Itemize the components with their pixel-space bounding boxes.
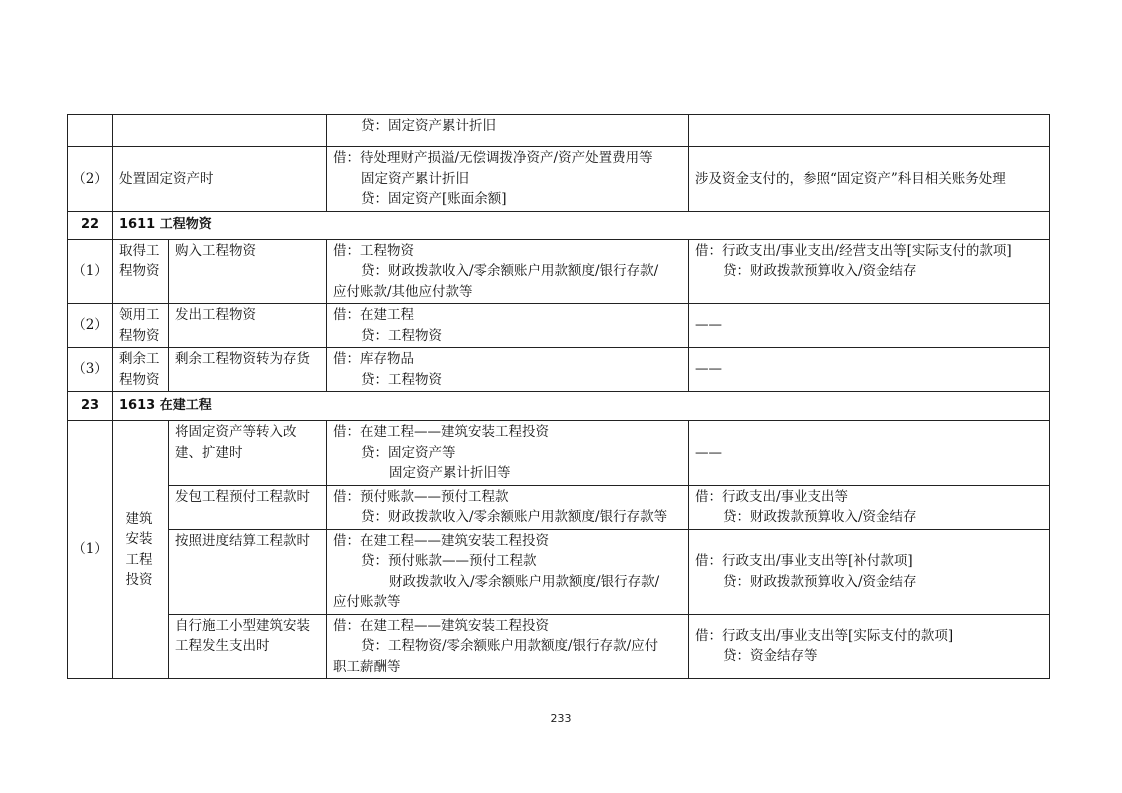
entry-line: 借：在建工程——建筑安装工程投资 (333, 424, 549, 440)
entry-line: 贷：财政拨款预算收入/资金结存 (723, 573, 917, 590)
budget-entry-cell (689, 239, 1050, 304)
budget-entry-cell: —— (689, 304, 1050, 348)
financial-entry-cell (327, 239, 689, 304)
row-number-cell: （2） (68, 304, 113, 348)
entry-line: 贷：工程物资/零余额账户用款额度/银行存款/应付 (361, 638, 659, 654)
category-cell (113, 421, 169, 679)
table-row (68, 614, 1050, 679)
entry-line: 借：待处理财产损溢/无偿调拨净资产/资产处置费用等 (333, 150, 653, 166)
financial-entry-cell (327, 529, 689, 614)
accounting-entries-table (67, 114, 1050, 679)
category-cell: 领用工程物资 (113, 304, 169, 348)
business-description: 购入工程物资 (169, 239, 327, 304)
entry-line: 借：工程物资 (333, 242, 414, 259)
entry-line: 贷：固定资产累计折旧 (361, 118, 496, 134)
budget-entry-cell (689, 529, 1050, 614)
table-row (68, 485, 1050, 529)
entry-line: 贷：工程物资 (361, 371, 442, 388)
table-row (68, 529, 1050, 614)
entry-line: 借：在建工程——建筑安装工程投资 (333, 617, 549, 634)
row-number-cell (68, 115, 113, 147)
budget-entry-cell (689, 485, 1050, 529)
entry-line: 贷：固定资产[账面余额] (361, 191, 507, 207)
section-number: 23 (68, 392, 113, 421)
entry-line: 贷：财政拨款收入/零余额账户用款额度/银行存款等 (361, 509, 668, 525)
entry-line: 职工薪酬等 (333, 658, 401, 675)
entry-line: 借：行政支出/事业支出等 (695, 488, 849, 505)
section-header-row (68, 211, 1050, 239)
entry-line: 固定资产累计折旧等 (389, 465, 511, 481)
entry-line: 借：在建工程——建筑安装工程投资 (333, 532, 549, 549)
financial-entry-cell (327, 304, 689, 348)
entry-line: 贷：工程物资 (361, 327, 442, 344)
table-row (68, 147, 1050, 212)
row-number-cell: （3） (68, 348, 113, 392)
financial-entry-cell (327, 348, 689, 392)
section-title: 1613 在建工程 (113, 392, 1050, 421)
financial-entry-cell (327, 147, 689, 212)
table-row (68, 304, 1050, 348)
category-cell: 取得工程物资 (113, 239, 169, 304)
business-description: 剩余工程物资转为存货 (169, 348, 327, 392)
budget-entry-cell: —— (689, 421, 1050, 486)
table-row (68, 348, 1050, 392)
entry-line: 借：行政支出/事业支出等[实际支付的款项] (695, 627, 954, 644)
entry-line: 借：行政支出/事业支出等[补付款项] (695, 553, 913, 569)
entry-line: 借：在建工程 (333, 307, 414, 323)
entry-line: 贷：资金结存等 (723, 648, 818, 665)
row-number-cell: （2） (68, 147, 113, 212)
page-number: 233 (550, 712, 572, 725)
entry-line: 贷：财政拨款预算收入/资金结存 (723, 509, 917, 525)
budget-entry-cell: —— (689, 348, 1050, 392)
entry-line: 借：预付账款——预付工程款 (333, 488, 509, 505)
business-description: 自行施工小型建筑安装工程发生支出时 (169, 614, 327, 679)
section-header-row (68, 392, 1050, 421)
business-description: 发包工程预付工程款时 (169, 485, 327, 529)
entry-line: 贷：财政拨款预算收入/资金结存 (723, 263, 917, 279)
business-description: 处置固定资产时 (113, 147, 327, 212)
entry-line: 应付账款/其他应付款等 (333, 283, 473, 300)
financial-entry-cell (327, 421, 689, 486)
financial-entry-cell (327, 115, 689, 147)
business-cell (113, 115, 327, 147)
table-row (68, 239, 1050, 304)
row-number-cell: （1） (68, 239, 113, 304)
entry-line: 贷：固定资产等 (361, 444, 456, 461)
category-cell: 剩余工程物资 (113, 348, 169, 392)
entry-line: 财政拨款收入/零余额账户用款额度/银行存款/ (389, 573, 660, 590)
section-title: 1611 工程物资 (113, 211, 1050, 239)
entry-line: 借：行政支出/事业支出/经营支出等[实际支付的款项] (695, 242, 1012, 259)
business-description: 发出工程物资 (169, 304, 327, 348)
table-row (68, 421, 1050, 486)
financial-entry-cell (327, 614, 689, 679)
business-description: 按照进度结算工程款时 (169, 529, 327, 614)
budget-entry-cell (689, 115, 1050, 147)
row-number-cell: （1） (68, 421, 113, 679)
table-row (68, 115, 1050, 147)
entry-line: 贷：预付账款——预付工程款 (361, 553, 537, 569)
entry-line: 固定资产累计折旧 (361, 170, 469, 187)
budget-entry-cell (689, 614, 1050, 679)
entry-line: 应付账款等 (333, 594, 401, 610)
entry-line: 借：库存物品 (333, 351, 414, 367)
financial-entry-cell (327, 485, 689, 529)
category-label: 建筑安装工程投资 (125, 510, 153, 588)
entry-line: 贷：财政拨款收入/零余额账户用款额度/银行存款/ (361, 263, 659, 279)
business-description: 将固定资产等转入改建、扩建时 (169, 421, 327, 486)
budget-entry-cell: 涉及资金支付的，参照“固定资产”科目相关账务处理 (689, 147, 1050, 212)
section-number: 22 (68, 211, 113, 239)
